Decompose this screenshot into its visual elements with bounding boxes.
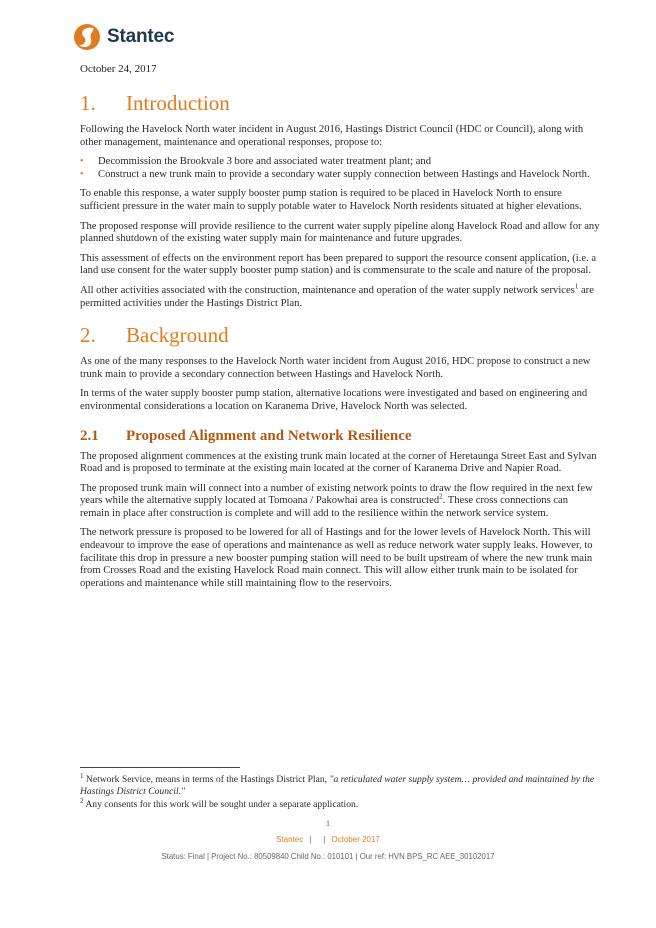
footnote-number: 1 <box>80 771 84 780</box>
paragraph: This assessment of effects on the environment report has been prepared to support the resource consent application, (i.e. a land use consent for the water supply booster pump station) and is commensurate to the scale and nature of the proposal. <box>80 252 597 277</box>
section-number: 1. <box>80 91 96 115</box>
paragraph-text: are permitted activities under the Hastings District Plan. <box>80 284 594 309</box>
subsection-number: 2.1 <box>80 427 99 444</box>
paragraph: The network pressure is proposed to be lowered for all of Hastings and for the lower levels of Havelock North. This will endeavour to improve the ease of operations and maintenance as well as reduce network water supply leaks. However, to facilitate this drop in pressure a new booster pumping station will need to be built upstream of where the new trunk main from Crosses Road and the existing Havelock Road main connect. This will allow either trunk main to be isolated for operations and maintenance while still maintaining flow to the reservoirs. <box>80 527 593 589</box>
paragraph: The proposed response will provide resilience to the current water supply pipeline along Havelock Road and allow for any planned shutdown of the existing water supply main for maintenance and future upgrades. <box>80 220 600 245</box>
main-content <box>80 88 600 597</box>
list-item <box>80 156 600 169</box>
stantec-logo-icon <box>73 22 101 52</box>
footnote-text: Network Service, means in terms of the Hastings District Plan, <box>83 774 330 785</box>
bullet-list <box>80 156 600 181</box>
paragraph: To enable this response, a water supply booster pump station is required to be placed in Havelock North to ensure sufficient pressure in the water main to supply potable water to Havelock North residents situated at higher elevations. <box>80 188 582 212</box>
brand-name: Stantec <box>107 26 175 47</box>
section-title: Background <box>126 323 229 348</box>
section-title: Introduction <box>126 91 230 115</box>
footer-date: October 2017 <box>331 835 380 844</box>
footer-brand-line <box>0 835 656 844</box>
paragraph: Following the Havelock North water incident in August 2016, Hastings District Council (HDC or Council), along with other management, maintenance and operational responses, propose to: <box>80 124 584 148</box>
footnote-2 <box>80 799 600 811</box>
subsection-heading-alignment <box>80 426 600 446</box>
list-item-text: Construct a new trunk main to provide a secondary water supply connection between Hastings and Havelock North. <box>98 168 590 180</box>
footer-separator: | <box>323 835 326 844</box>
list-item <box>80 169 600 182</box>
paragraph: In terms of the water supply booster pump station, alternative locations were investigated and based on engineering and environmental considerations a location on Karanema Drive, Havelock North was selected. <box>80 388 588 412</box>
footer-company: Stantec <box>276 835 304 844</box>
paragraph-text: All other activities associated with the construction, maintenance and operation of the water supply network services <box>80 284 575 296</box>
paragraph <box>80 282 600 310</box>
brand-logo <box>73 22 174 52</box>
footnote-ref[interactable]: 1 <box>574 282 579 291</box>
bullet-icon: • <box>80 156 84 168</box>
footnote-ref[interactable]: 2 <box>439 492 443 501</box>
subsection-title: Proposed Alignment and Network Resilience <box>126 427 412 444</box>
paragraph: As one of the many responses to the Havelock North water incident from August 2016, HDC propose to construct a new trunk main to provide a secondary connection between Hastings and Havelock North. <box>80 356 591 380</box>
footer-separator: | <box>309 835 312 844</box>
footnote-quote: "a reticulated water supply system… provided and maintained by the Hastings District Council." <box>80 774 595 797</box>
paragraph-text: The proposed trunk main will connect into a number of existing network points to draw the flow required in the next few years while the alternative supply located at Tomoana / Pakowhai area is constructed <box>80 482 593 507</box>
bullet-icon: • <box>80 168 84 180</box>
paragraph-text: . These cross connections can remain in place after construction is complete and will add to the resilience within the network service system. <box>80 495 569 519</box>
section-number: 2. <box>80 323 96 348</box>
footnote-1 <box>80 771 600 797</box>
page-number: 1 <box>326 819 330 828</box>
list-item-text: Decommission the Brookvale 3 bore and associated water treatment plant; and <box>98 156 432 168</box>
paragraph: The proposed alignment commences at the existing trunk main located at the corner of Heretaunga Street East and Sylvan Road and is proposed to terminate at the existing main located at the corner of Karanema Drive and Napier Road. <box>80 450 597 475</box>
letter-date: October 24, 2017 <box>80 63 157 75</box>
footnote-text: Any consents for this work will be sought under a separate application. <box>83 799 359 811</box>
footnote-number: 2 <box>80 797 84 805</box>
section-heading-background <box>80 320 600 350</box>
section-heading-introduction <box>80 88 600 118</box>
footnote-divider <box>80 767 240 768</box>
footer-status-line: Status: Final | Project No.: 80509840 Child No.: 010101 | Our ref: HVN BPS_RC AEE_30102017 <box>161 852 495 861</box>
footnotes <box>80 771 600 813</box>
paragraph <box>80 483 600 521</box>
